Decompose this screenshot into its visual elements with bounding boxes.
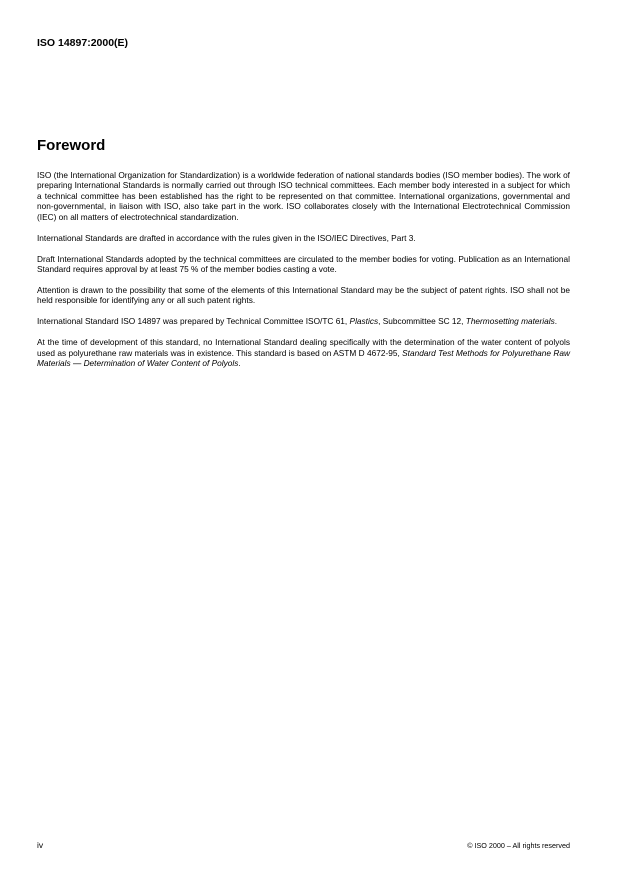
astm-end: . bbox=[238, 358, 241, 369]
paragraph-committee bbox=[37, 316, 570, 326]
paragraph-iso-intro: ISO (the International Organization for Standardization) is a worldwide federation of national standards bodies (ISO member bodies). The work of preparing International Standards is normally carried out through ISO technical committees. Each member body interested in a subject for which a technical committee has been established has the right to be represented on that committee. International organizations, governmental and non-governmental, in liaison with ISO, also take part in the work. ISO collaborates closely with the International Electrotechnical Commission (IEC) on all matters of electrotechnical standardization. bbox=[37, 170, 570, 222]
subcommittee-name: Thermosetting materials bbox=[465, 316, 555, 327]
astm-title: Standard Test Methods for Polyurethane Raw Materials — Determination of Water Content of Polyols bbox=[37, 347, 570, 369]
subcommittee-text: , Subcommittee SC 12, bbox=[378, 316, 466, 327]
paragraph-voting: Draft International Standards adopted by the technical committees are circulated to the member bodies for voting. Publication as an International Standard requires approval by at least 75 % of the member bodies casting a vote. bbox=[37, 253, 570, 275]
committee-name: Plastics bbox=[349, 316, 379, 327]
paragraph-patent-rights: Attention is drawn to the possibility that some of the elements of this International Standard may be the subject of patent rights. ISO shall not be held responsible for identifying any or all such patent rights. bbox=[37, 285, 570, 306]
document-header: ISO 14897:2000(E) bbox=[37, 37, 129, 49]
paragraph-directives: International Standards are drafted in accordance with the rules given in the ISO/IEC Directives, Part 3. bbox=[37, 232, 416, 243]
committee-text: International Standard ISO 14897 was prepared by Technical Committee ISO/TC 61, bbox=[37, 316, 350, 327]
committee-end: . bbox=[554, 316, 558, 327]
page-title: Foreword bbox=[37, 137, 106, 154]
page-number: iv bbox=[37, 840, 44, 850]
copyright-notice: © ISO 2000 – All rights reserved bbox=[467, 841, 570, 850]
astm-text: At the time of development of this standard, no International Standard dealing specifically with the determination of the water content of polyols used as polyurethane raw materials was in existence. This standard is based on ASTM D 4672-95, bbox=[37, 337, 570, 358]
paragraph-astm-basis bbox=[37, 337, 570, 368]
foreword-body bbox=[37, 170, 570, 379]
